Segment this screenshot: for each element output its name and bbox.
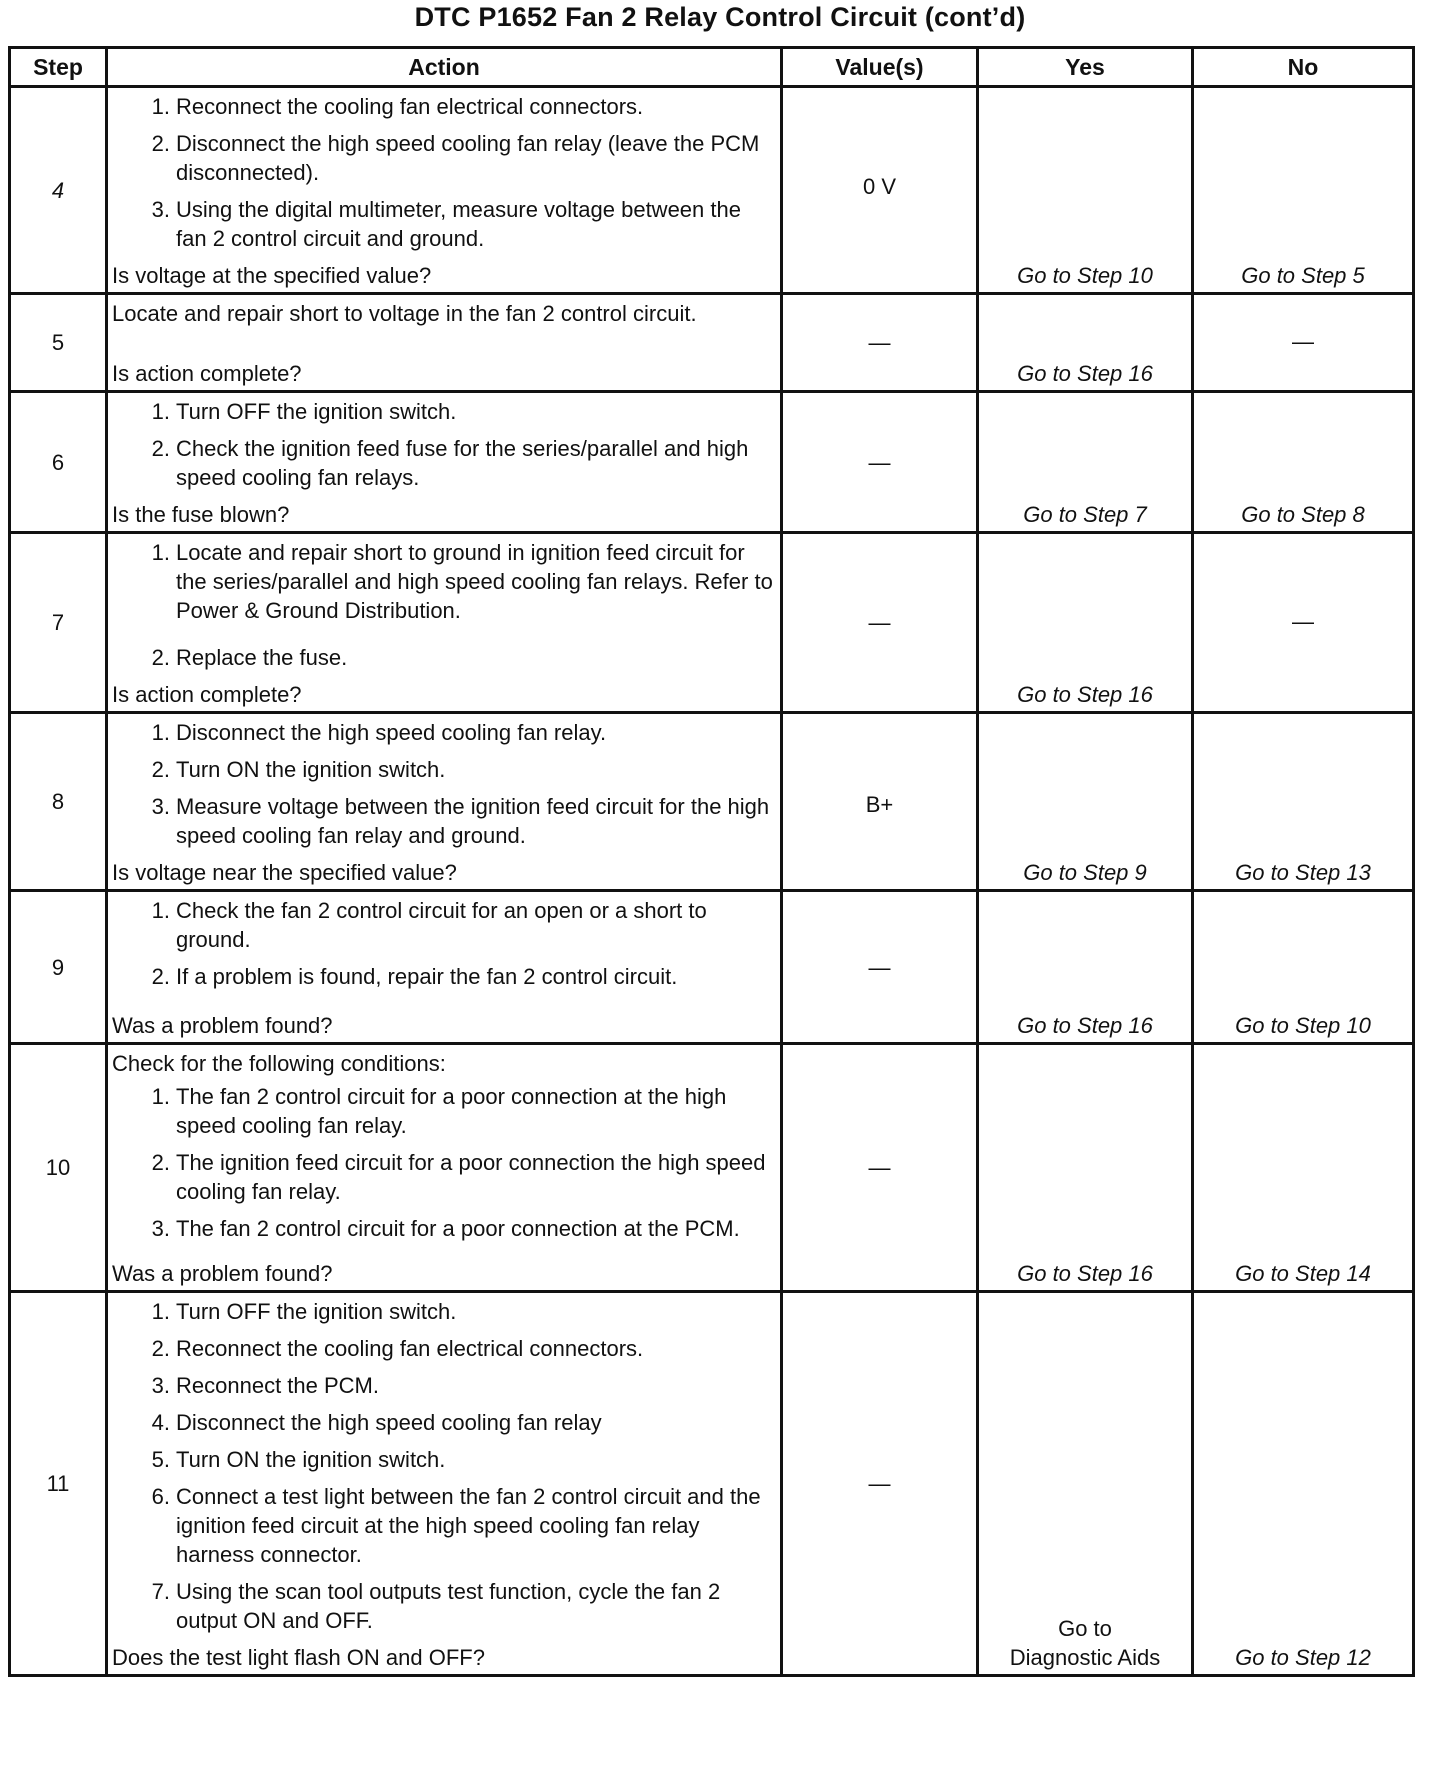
action-cell (107, 533, 782, 713)
action-question: Was a problem found? (112, 1261, 333, 1286)
step-number: 7 (10, 533, 107, 713)
step-item-number: 3. (151, 794, 170, 819)
list-item (112, 1408, 776, 1437)
action-cell (107, 392, 782, 533)
action-content (112, 718, 776, 887)
step-item-text: Turn OFF the ignition switch. (176, 1299, 457, 1324)
step-item-text: Disconnect the high speed cooling fan relay. (176, 720, 607, 745)
action-cell (107, 1292, 782, 1676)
action-steps (112, 397, 776, 492)
yes-result: Go to Step 16 (978, 891, 1193, 1044)
action-steps (112, 718, 776, 850)
action-question: Is voltage near the specified value? (112, 860, 457, 885)
header-no: No (1193, 48, 1414, 87)
step-item-text: Turn OFF the ignition switch. (176, 399, 457, 424)
step-item-text: Reconnect the cooling fan electrical connectors. (176, 1336, 644, 1361)
table-row (10, 392, 1414, 533)
step-item-text: Replace the fuse. (176, 645, 348, 670)
header-yes: Yes (978, 48, 1193, 87)
list-item (112, 129, 776, 187)
step-item-number: 2. (151, 1150, 170, 1175)
list-item (112, 1297, 776, 1326)
yes-result: Go to Step 10 (978, 87, 1193, 294)
step-item-number: 1. (151, 94, 170, 119)
no-result: Go to Step 5 (1193, 87, 1414, 294)
table-row (10, 1292, 1414, 1676)
step-item-text: The fan 2 control circuit for a poor connection at the high speed cooling fan relay. (176, 1084, 727, 1138)
action-content (112, 299, 776, 388)
yes-result: Go to Step 9 (978, 713, 1193, 891)
action-cell (107, 1044, 782, 1292)
page-title: DTC P1652 Fan 2 Relay Control Circuit (cont’d) (414, 2, 1026, 32)
step-number: 6 (10, 392, 107, 533)
list-item (112, 1082, 776, 1140)
step-number: 4 (10, 87, 107, 294)
value-text: B+ (865, 792, 894, 817)
action-content (112, 397, 776, 529)
list-item (112, 1214, 776, 1243)
step-item-text: Locate and repair short to ground in ignition feed circuit for the series/parallel and high speed cooling fan relays. Refer to Power & Ground Distribution. (176, 540, 773, 623)
value-text: — (868, 610, 891, 635)
step-item-text: Measure voltage between the ignition feed circuit for the high speed cooling fan relay and ground. (176, 794, 770, 848)
value-cell (782, 1292, 978, 1676)
step-item-number: 3. (151, 197, 170, 222)
step-item-text: If a problem is found, repair the fan 2 control circuit. (176, 964, 678, 989)
action-question: Was a problem found? (112, 1013, 333, 1038)
action-cell (107, 294, 782, 392)
step-item-number: 2. (151, 436, 170, 461)
action-steps (112, 1082, 776, 1243)
action-steps (112, 92, 776, 253)
step-item-number: 1. (151, 1299, 170, 1324)
value-text: — (868, 954, 891, 980)
step-item-number: 2. (151, 757, 170, 782)
step-item-number: 3. (151, 1216, 170, 1241)
list-item (112, 1445, 776, 1474)
action-body (112, 1297, 776, 1643)
action-question: Does the test light flash ON and OFF? (112, 1645, 485, 1670)
action-question: Is voltage at the specified value? (112, 263, 432, 288)
step-number: 11 (10, 1292, 107, 1676)
list-item (112, 755, 776, 784)
step-item-number: 1. (151, 540, 170, 565)
step-item-number: 1. (151, 399, 170, 424)
action-steps (112, 896, 776, 991)
step-item-number: 3. (151, 1373, 170, 1398)
action-body (112, 299, 776, 332)
value-cell (782, 1044, 978, 1292)
action-content (112, 1297, 776, 1672)
table-row (10, 1044, 1414, 1292)
value-text: — (868, 330, 891, 355)
no-result: — (1193, 533, 1414, 713)
step-item-number: 1. (151, 898, 170, 923)
no-result: Go to Step 12 (1193, 1292, 1414, 1676)
step-item-text: Check the ignition feed fuse for the series/parallel and high speed cooling fan relays. (176, 436, 749, 490)
step-item-text: Using the scan tool outputs test function, cycle the fan 2 output ON and OFF. (176, 1579, 721, 1633)
header-values: Value(s) (782, 48, 978, 87)
list-item (112, 643, 776, 672)
list-item (112, 434, 776, 492)
yes-result: Go to Step 16 (978, 1044, 1193, 1292)
value-text: — (868, 1471, 891, 1496)
header-action: Action (107, 48, 782, 87)
step-item-number: 1. (151, 1084, 170, 1109)
step-item-text: The fan 2 control circuit for a poor connection at the PCM. (176, 1216, 740, 1241)
action-content (112, 896, 776, 1040)
no-result: Go to Step 8 (1193, 392, 1414, 533)
table-row (10, 713, 1414, 891)
step-item-number: 2. (151, 964, 170, 989)
step-number: 9 (10, 891, 107, 1044)
no-result: — (1193, 294, 1414, 392)
step-item-text: Reconnect the cooling fan electrical connectors. (176, 94, 644, 119)
step-item-number: 1. (151, 720, 170, 745)
list-item (112, 792, 776, 850)
yes-result: Go to Step 7 (978, 392, 1193, 533)
action-content (112, 92, 776, 290)
value-cell (782, 533, 978, 713)
list-item (112, 962, 776, 991)
header-step: Step (10, 48, 107, 87)
yes-result: Go to Step 16 (978, 294, 1193, 392)
step-item-number: 2. (151, 1336, 170, 1361)
value-text: — (868, 1155, 891, 1180)
action-cell (107, 713, 782, 891)
value-text: — (868, 449, 891, 475)
action-body (112, 1049, 776, 1251)
step-item-number: 4. (151, 1410, 170, 1435)
step-item-text: Connect a test light between the fan 2 control circuit and the ignition feed circuit at the high speed cooling fan relay harness connector. (176, 1484, 761, 1567)
action-steps (112, 1297, 776, 1635)
list-item (112, 195, 776, 253)
list-item (112, 1482, 776, 1569)
no-result: Go to Step 13 (1193, 713, 1414, 891)
value-text: 0 V (862, 174, 897, 199)
step-item-number: 5. (151, 1447, 170, 1472)
action-body (112, 397, 776, 500)
step-item-number: 2. (151, 131, 170, 156)
table-row (10, 87, 1414, 294)
list-item (112, 397, 776, 426)
step-item-text: Disconnect the high speed cooling fan relay (leave the PCM disconnected). (176, 131, 760, 185)
table-row (10, 891, 1414, 1044)
list-item (112, 1148, 776, 1206)
action-content (112, 538, 776, 709)
list-item (112, 1577, 776, 1635)
diagnostic-table (8, 46, 1415, 1677)
action-steps (112, 538, 776, 672)
action-body (112, 896, 776, 999)
action-intro: Check for the following conditions: (112, 1051, 446, 1076)
step-number: 8 (10, 713, 107, 891)
action-question: Is action complete? (112, 682, 302, 707)
list-item (112, 538, 776, 625)
step-item-text: Turn ON the ignition switch. (176, 757, 446, 782)
action-body (112, 718, 776, 858)
table-row (10, 533, 1414, 713)
yes-result: Go to Step 16 (978, 533, 1193, 713)
action-intro: Locate and repair short to voltage in the fan 2 control circuit. (112, 301, 697, 326)
step-item-text: Turn ON the ignition switch. (176, 1447, 446, 1472)
step-item-text: The ignition feed circuit for a poor connection the high speed cooling fan relay. (176, 1150, 766, 1204)
action-question: Is action complete? (112, 361, 302, 386)
list-item (112, 1371, 776, 1400)
step-item-text: Reconnect the PCM. (176, 1373, 379, 1398)
list-item (112, 718, 776, 747)
list-item (112, 92, 776, 121)
value-cell (782, 891, 978, 1044)
action-question: Is the fuse blown? (112, 502, 290, 527)
yes-result: Go to Diagnostic Aids (978, 1292, 1193, 1676)
action-body (112, 538, 776, 680)
header-row (10, 48, 1414, 87)
value-cell (782, 87, 978, 294)
step-item-text: Check the fan 2 control circuit for an open or a short to ground. (176, 898, 707, 952)
step-item-number: 2. (151, 645, 170, 670)
list-item (112, 896, 776, 954)
no-result: Go to Step 14 (1193, 1044, 1414, 1292)
action-content (112, 1049, 776, 1288)
step-number: 5 (10, 294, 107, 392)
step-item-text: Using the digital multimeter, measure voltage between the fan 2 control circuit and ground. (176, 197, 741, 251)
step-item-text: Disconnect the high speed cooling fan relay (176, 1410, 602, 1435)
step-item-number: 6. (151, 1484, 170, 1509)
table-row (10, 294, 1414, 392)
step-number: 10 (10, 1044, 107, 1292)
no-result: Go to Step 10 (1193, 891, 1414, 1044)
action-body (112, 92, 776, 261)
value-cell (782, 294, 978, 392)
action-cell (107, 891, 782, 1044)
value-cell (782, 713, 978, 891)
value-cell (782, 392, 978, 533)
action-cell (107, 87, 782, 294)
step-item-number: 7. (151, 1579, 170, 1604)
list-item (112, 1334, 776, 1363)
